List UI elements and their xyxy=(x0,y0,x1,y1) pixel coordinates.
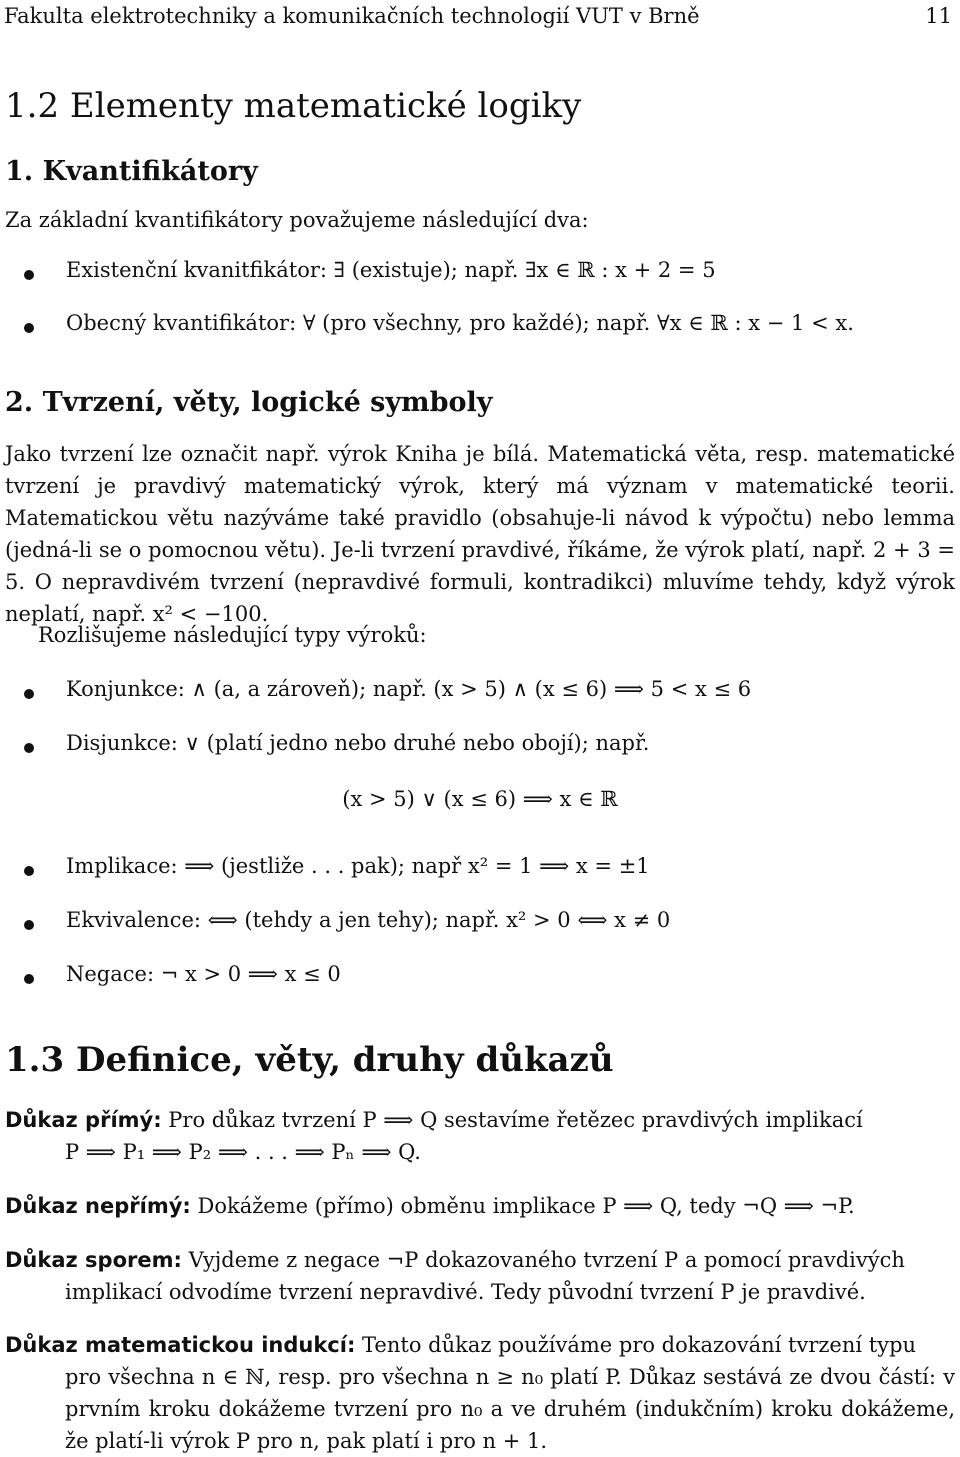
bullet-icon xyxy=(24,974,34,984)
paragraph-types-intro: Rozlišujeme následující typy výroků: xyxy=(38,623,427,647)
page-header-title: Fakulta elektrotechniky a komunikačních technologií VUT v Brně xyxy=(4,4,700,28)
list-item: Disjunkce: ∨ (platí jedno nebo druhé nebo obojí); např. xyxy=(66,731,650,755)
subsection-title-statements: 2. Tvrzení, věty, logické symboly xyxy=(5,387,493,418)
bullet-icon xyxy=(24,323,34,333)
proof-label: Důkaz nepřímý: xyxy=(5,1194,191,1218)
proof-induction xyxy=(5,1329,955,1457)
list-item: Ekvivalence: ⟺ (tehdy a jen tehy); např. x² > 0 ⟺ x ≠ 0 xyxy=(66,908,671,932)
proof-text: Dokážeme (přímo) obměnu implikace P ⟹ Q, tedy ¬Q ⟹ ¬P. xyxy=(197,1194,855,1218)
section-title: 1.3 Definice, věty, druhy důkazů xyxy=(5,1040,614,1080)
proof-text-continuation: implikací odvodíme tvrzení nepravdivé. Tedy původní tvrzení P je pravdivé. xyxy=(65,1280,866,1304)
bullet-icon xyxy=(24,743,34,753)
list-item: Existenční kvanitfikátor: ∃ (existuje); např. ∃x ∈ ℝ : x + 2 = 5 xyxy=(66,258,716,282)
proof-label: Důkaz matematickou indukcí: xyxy=(5,1333,356,1357)
subsection-title-quantifiers: 1. Kvantifikátory xyxy=(5,156,258,187)
proof-text: Pro důkaz tvrzení P ⟹ Q sestavíme řetězec pravdivých implikací xyxy=(168,1108,863,1132)
list-item: Implikace: ⟹ (jestliže . . . pak); např x² = 1 ⟹ x = ±1 xyxy=(66,854,650,878)
proof-label: Důkaz sporem: xyxy=(5,1248,182,1272)
bullet-icon xyxy=(24,920,34,930)
proof-direct xyxy=(5,1104,955,1168)
proof-text: Tento důkaz používáme pro dokazování tvrzení typu xyxy=(362,1333,917,1357)
bullet-icon xyxy=(24,270,34,280)
bullet-icon xyxy=(24,689,34,699)
list-item: Obecný kvantifikátor: ∀ (pro všechny, pro každé); např. ∀x ∈ ℝ : x − 1 < x. xyxy=(66,311,854,335)
display-formula: (x > 5) ∨ (x ≤ 6) ⟹ x ∈ ℝ xyxy=(342,787,618,811)
proof-indirect xyxy=(5,1190,955,1222)
list-item: Konjunkce: ∧ (a, a zároveň); např. (x > 5) ∧ (x ≤ 6) ⟹ 5 < x ≤ 6 xyxy=(66,677,752,701)
proof-text: Vyjdeme z negace ¬P dokazovaného tvrzení P a pomocí pravdivých xyxy=(188,1248,905,1272)
proof-contradiction xyxy=(5,1244,955,1308)
proof-label: Důkaz přímý: xyxy=(5,1108,162,1132)
page-number: 11 xyxy=(925,4,952,28)
proof-text-continuation: pro všechna n ∈ ℕ, resp. pro všechna n ≥ n₀ platí P. Důkaz sestává ze dvou částí: v prvním kroku dokážeme tvrzení pro n₀ a ve druhém (indukčním) kroku dokážeme, že platí-li výrok P pro n, pak platí i pro n + 1. xyxy=(65,1365,955,1453)
section-title: 1.2 Elementy matematické logiky xyxy=(5,86,582,126)
list-item: Negace: ¬ x > 0 ⟹ x ≤ 0 xyxy=(66,962,341,986)
paragraph-definitions: Jako tvrzení lze označit např. výrok Kniha je bílá. Matematická věta, resp. matematické tvrzení je pravdivý matematický výrok, který má význam v matematické teorii. Matematickou větu nazýváme také pravidlo (obsahuje-li návod k výpočtu) nebo lemma (jedná-li se o pomocnou větu). Je-li tvrzení pravdivé, říkáme, že výrok platí, např. 2 + 3 = 5. O nepravdivém tvrzení (nepravdivé formuli, kontradikci) mluvíme tehdy, když výrok neplatí, např. x² < −100. xyxy=(5,442,955,626)
bullet-icon xyxy=(24,866,34,876)
intro-text: Za základní kvantifikátory považujeme následující dva: xyxy=(5,208,589,232)
proof-text-continuation: P ⟹ P₁ ⟹ P₂ ⟹ . . . ⟹ Pₙ ⟹ Q. xyxy=(65,1140,421,1164)
